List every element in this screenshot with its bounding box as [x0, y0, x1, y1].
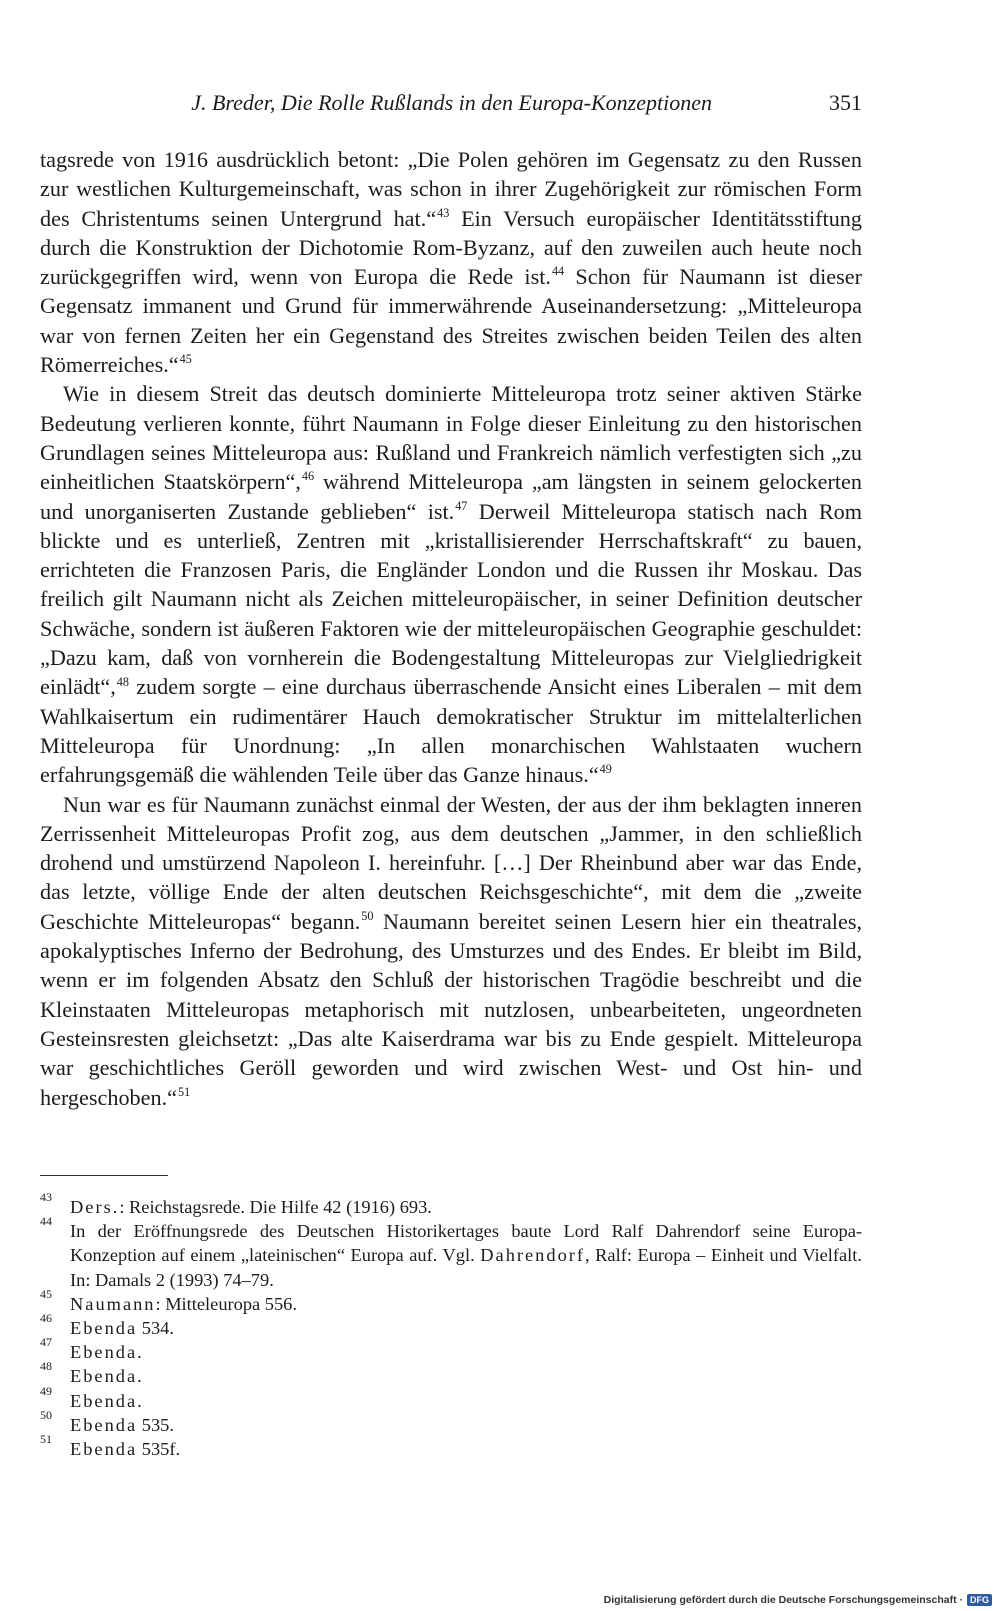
paragraph-text: Wie in diesem Streit das deutsch dominierte Mitteleuropa trotz seiner aktiven Stärke Bedeutung verlieren konnte, führt Naumann in Folge dieser Einleitung zu den historischen Grundlagen seines Mitteleuropa aus: Rußland und Frankreich nämlich verfestigten sich „zu einheitlichen Staatskörpern“,	[40, 381, 862, 495]
paragraph-text: Ein Versuch europäischer Identitätsstiftung durch die Konstruktion der Dichotomie Rom-Byzanz, auf den zuweilen auch heute noch zurückgegriffen wird, wenn von Europa die Rede ist.	[40, 205, 862, 290]
footnote-50	[40, 1407, 862, 1437]
footnote-ref-50: 50	[361, 908, 374, 923]
footnote-text: 535.	[137, 1414, 174, 1435]
footnote-author: Ebenda	[70, 1342, 138, 1363]
footnote-text: .	[137, 1390, 142, 1411]
footnote-number: 51	[40, 1432, 52, 1447]
footnote-author: Ebenda	[70, 1318, 138, 1339]
paragraph-2	[40, 379, 862, 789]
footnote-44	[40, 1214, 862, 1292]
footnote-text: .	[137, 1366, 142, 1387]
footnote-51	[40, 1432, 862, 1461]
footnote-number: 43	[40, 1190, 52, 1204]
main-text	[40, 145, 862, 1112]
footnote-text: 534.	[137, 1318, 174, 1339]
footnote-43	[40, 1190, 862, 1219]
paragraph-3	[40, 790, 862, 1112]
footnote-ref-43: 43	[437, 205, 450, 220]
footnote-ref-46: 46	[301, 469, 315, 484]
footnote-48	[40, 1359, 862, 1388]
footnotes	[40, 1190, 862, 1461]
footnote-number: 49	[40, 1383, 52, 1398]
footnote-ref-47: 47	[455, 498, 468, 513]
footnote-text: In der Eröffnungsrede des Deutschen Historikertages baute Lord Ralf Dahrendorf seine Europa-Konzeption auf einem „lateinischen“ Europa auf. Vgl.	[70, 1221, 862, 1266]
footnote-ref-45: 45	[179, 352, 192, 367]
paragraph-text: tagsrede von 1916 ausdrücklich betont: „Die Polen gehören im Gegensatz zu den Russen zur westlichen Kulturgemeinschaft, was schon in ihrer Zugehörigkeit zur römischen Form des Christentums seinen Untergrund hat.“	[40, 147, 862, 231]
footnote-author: Ebenda	[70, 1390, 138, 1411]
footnote-author: Naumann	[70, 1293, 156, 1314]
footnote-separator	[40, 1175, 168, 1176]
paragraph-text: Nun war es für Naumann zunächst einmal der Westen, der aus der ihm beklagten inneren Zerrissenheit Mitteleuropas Profit zog, aus dem deutschen „Jammer, in den schließlich drohend und umstürzend Napoleon I. hereinfuhr. […] Der Rheinbund aber war das Ende, das letzte, völlige Ende der alten deutschen Reichsgeschichte“, mit dem die „zweite Geschichte Mitteleuropas“ begann.	[40, 791, 862, 934]
paragraph-text: zudem sorgte – eine durchaus überraschende Ansicht eines Liberalen – mit dem Wahlkaisertum ein rudimentärer Hauch demokratischer Struktur im mittelalterlichen Mitteleuropa für Unordnung: „In allen monarchischen Wahlstaaten wuchern erfahrungsgemäß die wählenden Teile über das Ganze hinaus.“	[40, 674, 862, 788]
footnote-number: 47	[40, 1335, 52, 1350]
footnote-author: Ebenda	[70, 1366, 138, 1387]
footnote-number: 50	[40, 1407, 52, 1422]
paragraph-text: während Mitteleuropa „am längsten in seinem gelockerten und unorganiserten Zustande geblieben“ ist.	[40, 469, 862, 524]
footnote-47	[40, 1335, 862, 1364]
page-number: 351	[829, 90, 862, 115]
paragraph-text: Naumann bereitet seinen Lesern hier ein theatrales, apokalyptisches Inferno der Bedrohung, des Umsturzes und des Endes. Er bleibt im Bild, wenn er im folgenden Absatz den Schluß der historischen Tragödie beschreibt und die Kleinstaaten Mitteleuropas metaphorisch mit nutzlosen, unbearbeiteten, ungeordneten Gesteinsresten gleichsetzt: „Das alte Kaiserdrama war bis zu Ende gespielt. Mitteleuropa war geschichtliches Geröll geworden und wird zwischen West- und Ost hin- und hergeschoben.“	[40, 908, 862, 1110]
footnote-ref-49: 49	[599, 762, 612, 777]
footnote-ref-51: 51	[177, 1084, 191, 1099]
credit-text: Digitalisierung gefördert durch die Deutsche Forschungsgemeinschaft ·	[603, 1594, 963, 1606]
footnote-45	[40, 1286, 862, 1316]
footnote-text: : Reichstagsrede. Die Hilfe 42 (1916) 693.	[119, 1197, 432, 1217]
dfg-logo-icon: DFG	[967, 1594, 992, 1606]
paragraph-text: Schon für Naumann ist dieser Gegensatz immanent und Grund für immerwährende Auseinandersetzung: „Mitteleuropa war von fernen Zeiten her ein Gegenstand des Streites zwischen beiden Teilen des alten Römerreiches.“	[40, 264, 862, 378]
footnote-49	[40, 1383, 862, 1413]
footnote-number: 44	[40, 1214, 52, 1229]
digitization-credit	[604, 1594, 992, 1606]
paragraph-1	[40, 145, 862, 379]
footnote-text: .	[137, 1342, 142, 1363]
footnote-author: Ebenda	[70, 1414, 138, 1435]
running-title: J. Breder, Die Rolle Rußlands in den Europa-Konzeptionen	[191, 90, 712, 115]
footnote-ref-44: 44	[551, 264, 565, 279]
footnote-46	[40, 1311, 862, 1340]
paragraph-text: Derweil Mitteleuropa statisch nach Rom blickte und es unterließ, Zentren mit „kristallisierender Herrschaftskraft“ zu bauen, errichteten die Franzosen Paris, die Engländer London und die Russen ihr Moskau. Das freilich gilt Naumann nicht als Zeichen mitteleuropäischer, in seiner Definition deutscher Schwäche, sondern ist äußeren Faktoren wie der mitteleuropäischen Geographie geschuldet: „Dazu kam, daß von vornherein die Bodengestaltung Mitteleuropas zur Vielgliedrigkeit einlädt“,	[40, 498, 862, 700]
footnote-text: : Mitteleuropa 556.	[155, 1293, 297, 1314]
footnote-text: , Ralf: Europa – Einheit und Vielfalt. In: Damals 2 (1993) 74–79.	[70, 1245, 862, 1290]
footnote-text: 535f.	[137, 1439, 181, 1460]
footnote-ref-48: 48	[116, 674, 129, 689]
footnote-number: 46	[40, 1311, 52, 1326]
footnote-author: Ders.	[70, 1197, 120, 1217]
footnote-number: 48	[40, 1359, 52, 1374]
footnote-number: 45	[40, 1286, 52, 1301]
footnote-author: Dahrendorf	[480, 1245, 586, 1266]
footnote-author: Ebenda	[70, 1439, 138, 1460]
